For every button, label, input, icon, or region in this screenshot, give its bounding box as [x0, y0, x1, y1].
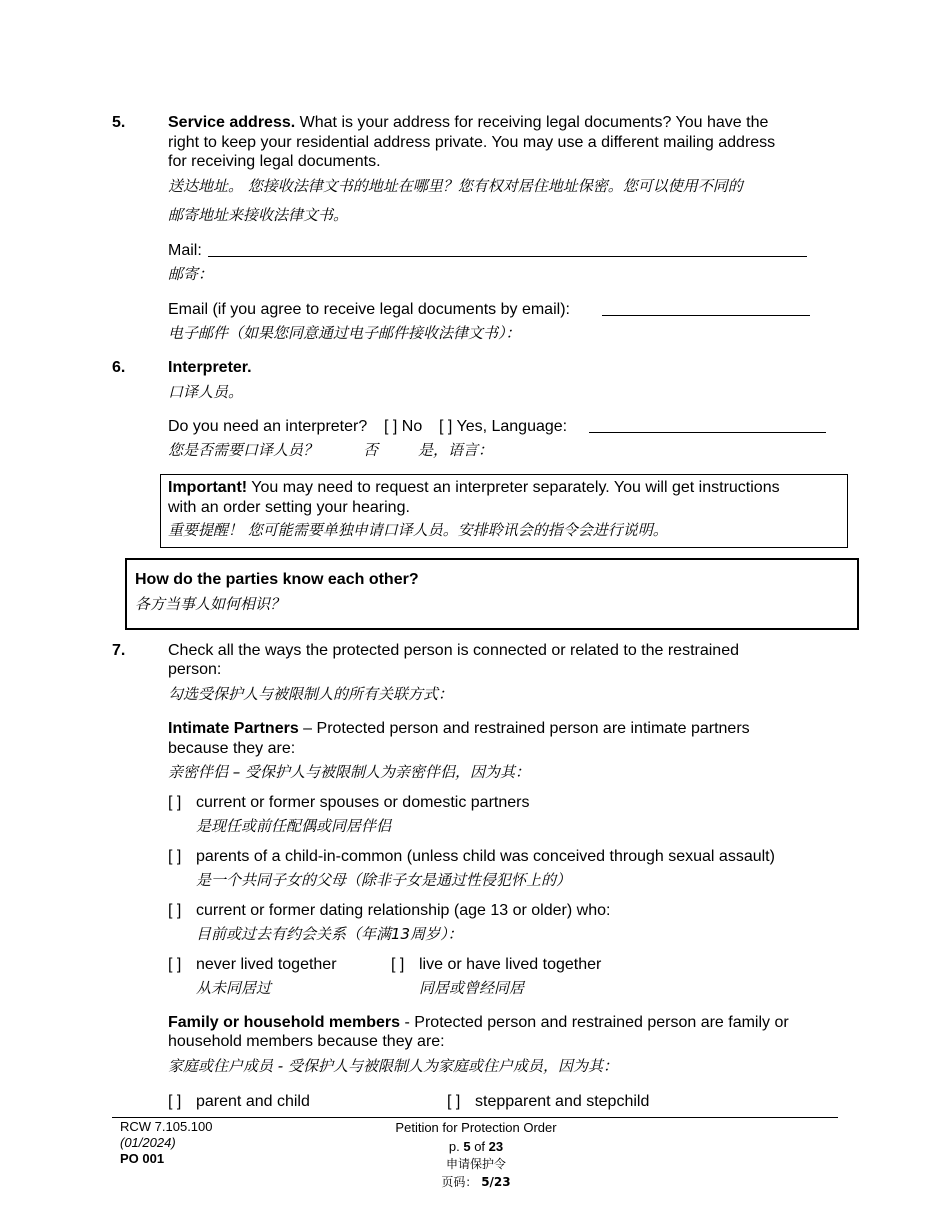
footer-page-total: 23 [488, 1139, 504, 1154]
interpreter-yes-checkbox[interactable]: [ ] Yes, Language: [439, 418, 568, 435]
opt3a-checkbox[interactable]: [ ] [168, 956, 182, 973]
opt3-label: current or former dating relationship (age 13 or older) who: [196, 902, 611, 919]
intimate-text2: because they are: [168, 740, 296, 757]
section-7-text1: Check all the ways the protected person is connected or related to the restrained [168, 642, 739, 659]
footer-doc-title: Petition for Protection Order [395, 1120, 557, 1135]
opt3b-label: live or have lived together [419, 956, 602, 973]
opt1-zh: 是现任或前任配偶或同居伴侣 [196, 817, 392, 835]
section-6-title: Interpreter. [168, 359, 252, 376]
footer-rcw: RCW 7.105.100 [120, 1119, 213, 1134]
footer-page-zh-prefix: 页码： [441, 1175, 478, 1189]
interpreter-yes-zh: 是，语言： [418, 441, 494, 459]
section-header-title-zh: 各方当事人如何相识？ [135, 595, 286, 613]
important-text2: with an order setting your hearing. [168, 499, 410, 516]
mail-label: Mail: [168, 242, 202, 259]
family-zh: 家庭或住户成员 - 受保护人与被限制人为家庭或住户成员，因为其： [168, 1057, 618, 1075]
mail-input-line[interactable] [208, 256, 807, 257]
language-input-line[interactable] [589, 432, 826, 433]
family-text2: household members because they are: [168, 1033, 445, 1050]
interpreter-no-checkbox[interactable]: [ ] No [384, 418, 423, 435]
section-5-text1: What is your address for receiving legal documents? You have the [299, 114, 769, 131]
opt1-checkbox[interactable]: [ ] [168, 794, 182, 811]
footer-page-prefix: p. [448, 1139, 460, 1154]
intimate-title: Intimate Partners [168, 720, 299, 737]
intimate-text1: – Protected person and restrained person are intimate partners [303, 720, 750, 737]
section-5-number: 5. [112, 114, 126, 131]
family-line1 [168, 1013, 789, 1032]
important-title: Important! [168, 479, 248, 496]
opt2-label: parents of a child-in-common (unless child was conceived through sexual assault) [196, 848, 775, 865]
section-5-text3: for receiving legal documents. [168, 153, 381, 170]
footer-page-of: of [474, 1139, 486, 1154]
section-7-text2: person: [168, 661, 222, 678]
email-label: Email (if you agree to receive legal documents by email): [168, 301, 570, 318]
section-5-zh2: 邮寄地址来接收法律文书。 [168, 206, 349, 224]
email-label-zh: 电子邮件（如果您同意通过电子邮件接收法律文书）： [168, 324, 521, 342]
opt2-checkbox[interactable]: [ ] [168, 848, 182, 865]
footer-page-number: 5 [463, 1139, 471, 1154]
important-text1: You may need to request an interpreter separately. You will get instructions [251, 479, 780, 496]
footer-page [449, 1138, 503, 1155]
footer-date: (01/2024) [120, 1135, 176, 1150]
section-6-number: 6. [112, 359, 126, 376]
fam1-checkbox[interactable]: [ ] [168, 1093, 182, 1110]
opt3a-label: never lived together [196, 956, 337, 973]
email-input-line[interactable] [602, 315, 810, 316]
important-zh: 重要提醒！ 您可能需要单独申请口译人员。安排聆讯会的指令会进行说明。 [168, 521, 668, 539]
family-title: Family or household members [168, 1014, 401, 1031]
fam1-label: parent and child [196, 1093, 310, 1110]
fam2-checkbox[interactable]: [ ] [447, 1093, 461, 1110]
section-6-title-zh: 口译人员。 [168, 383, 244, 401]
important-line1 [168, 478, 780, 497]
mail-label-zh: 邮寄： [168, 265, 214, 283]
section-7-number: 7. [112, 642, 126, 659]
opt3b-checkbox[interactable]: [ ] [391, 956, 405, 973]
footer-doc-title-zh: 申请保护令 [445, 1157, 507, 1171]
fam2-label: stepparent and stepchild [475, 1093, 650, 1110]
section-5-title: Service address. [168, 114, 296, 131]
intimate-line1 [168, 719, 750, 738]
interpreter-no-zh: 否 [363, 441, 379, 459]
footer-page-zh-number: 5/23 [481, 1175, 511, 1189]
opt3-zh: 目前或过去有约会关系（年满13周岁）： [196, 925, 463, 943]
section-5-line1 [168, 113, 768, 132]
section-7-zh: 勾选受保护人与被限制人的所有关联方式： [168, 685, 454, 703]
section-5-text2: right to keep your residential address private. You may use a different mailing address [168, 134, 776, 151]
family-text1: - Protected person and restrained person are family or [404, 1014, 789, 1031]
opt3b-zh: 同居或曾经同居 [419, 979, 525, 997]
opt2-zh: 是一个共同子女的父母（除非子女是通过性侵犯怀上的） [196, 871, 572, 889]
opt3a-zh: 从未同居过 [196, 979, 272, 997]
interpreter-question-zh: 您是否需要口译人员？ [168, 441, 319, 459]
section-header-title: How do the parties know each other? [135, 571, 419, 588]
footer-page-zh [441, 1174, 510, 1191]
interpreter-question: Do you need an interpreter? [168, 418, 368, 435]
footer-form: PO 001 [120, 1151, 165, 1166]
section-5-zh1: 送达地址。 您接收法律文书的地址在哪里？您有权对居住地址保密。您可以使用不同的 [168, 177, 743, 195]
footer-divider [112, 1117, 838, 1118]
intimate-zh: 亲密伴侣 – 受保护人与被限制人为亲密伴侣，因为其： [168, 763, 531, 781]
opt1-label: current or former spouses or domestic partners [196, 794, 530, 811]
opt3-checkbox[interactable]: [ ] [168, 902, 182, 919]
